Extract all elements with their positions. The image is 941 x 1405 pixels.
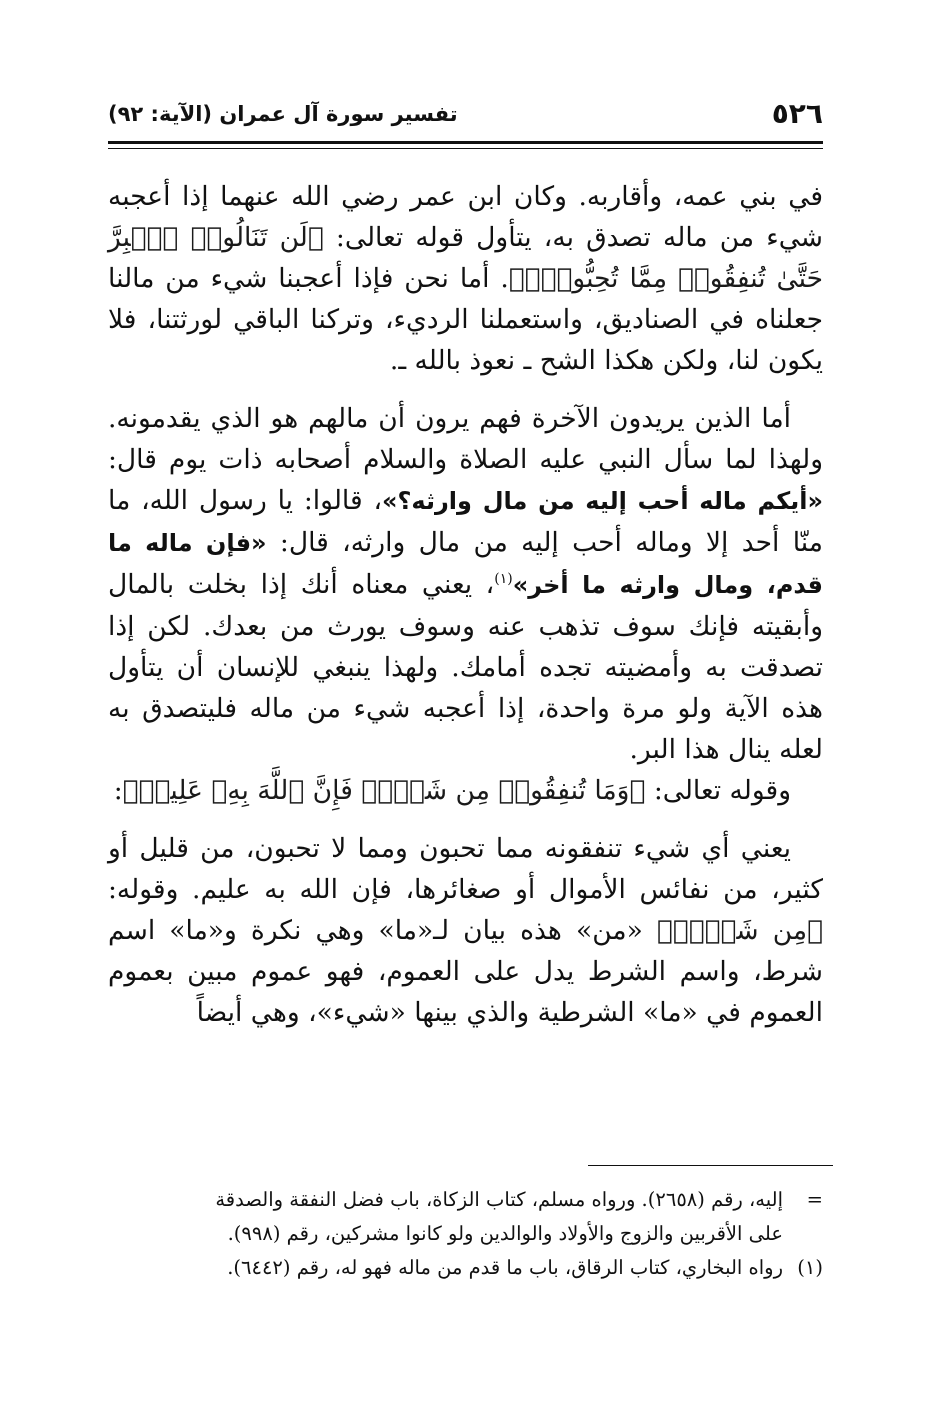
page-number: ٥٢٦ — [771, 97, 823, 130]
footnote-1: (١)رواه البخاري، كتاب الرقاق، باب ما قدم من ماله فهو له، رقم (٦٤٤٢). — [108, 1251, 823, 1285]
footnote-separator — [588, 1165, 833, 1166]
running-title: تفسير سورة آل عمران (الآية: ٩٢) — [108, 102, 458, 126]
paragraph-4: يعني أي شيء تنفقونه مما تحبون ومما لا تحبون، من قليل أو كثير، من نفائس الأموال أو صغائرها، فإن الله به عليم. وقوله: ﴿مِن شَیۡءࣲ﴾ «من» هذه بيان لـ«ما» وهي نكرة و«ما» اسم شرط، واسم الشرط يدل على العموم، فهو عموم مبين بعموم العموم في «ما» الشرطية والذي بينها «شيء»، وهي أيضاً — [108, 833, 823, 1028]
paragraph-1: في بني عمه، وأقاربه. وكان ابن عمر رضي الله عنهما إذا أعجبه شيء من ماله تصدق به، يتأول قوله تعالى: ﴿لَن تَنَالُوا۟ ٱلۡبِرَّ حَتَّىٰ تُنفِقُوا۟ مِمَّا تُحِبُّونَۚ﴾. أما نحن فإذا أعجبنا شيء من مالنا جعلناه في الصناديق، واستعملنا الرديء، وتركنا الباقي لورثتنا، فلا يكون لنا، ولكن هكذا الشح ـ نعوذ بالله ـ. — [108, 181, 824, 376]
paragraph-3: وقوله تعالى: ﴿وَمَا تُنفِقُوا۟ مِن شَیۡءࣲ فَإِنَّ ٱللَّهَ بِهِۦ عَلِیمࣱ﴾: — [113, 775, 791, 806]
header-rule-thin — [108, 148, 823, 149]
quran-verse: ﴿وَمَا تُنفِقُوا۟ مِن شَیۡءࣲ فَإِنَّ ٱللَّهَ بِهِۦ عَلِیمࣱ﴾ — [122, 775, 646, 806]
hadith-quote: «أيكم ماله أحب إليه من مال وارثه؟» — [382, 487, 823, 515]
footnote-reference[interactable]: (١) — [494, 571, 513, 588]
continuation-marker: = — [806, 1188, 823, 1211]
quran-verse: ﴿مِن شَیۡءࣲ﴾ — [656, 915, 823, 946]
footnote-number: (١) — [797, 1256, 823, 1279]
main-text — [108, 176, 823, 1033]
hadith-quote: «فإن ماله ما قدم، ومال وارثه ما أخر» — [108, 529, 823, 599]
footnote-continuation: =إليه، رقم (٢٦٥٨). ورواه مسلم، كتاب الزكاة، باب فضل النفقة والصدقة — [108, 1183, 823, 1217]
footnote-continuation-line: على الأقربين والزوج والأولاد والوالدين ولو كانوا مشركين، رقم (٩٩٨). — [227, 1222, 783, 1245]
header-rule-thick — [108, 141, 823, 144]
paragraph-2: أما الذين يريدون الآخرة فهم يرون أن مالهم هو الذي يقدمونه. ولهذا لما سأل النبي عليه الصلاة والسلام أصحابه ذات يوم قال: «أيكم ماله أحب إليه من مال وارثه؟»، قالوا: يا رسول الله، ما منّا أحد إلا وماله أحب إليه من مال وارثه، قال: «فإن ماله ما قدم، ومال وارثه ما أخر»$^{(١)}$، يعني معناه أنك إذا بخلت بالمال وأبقيته فإنك سوف تذهب عنه وسوف يورث من بعدك. لكن إذا تصدقت به وأمضيته تجده أمامك. ولهذا ينبغي للإنسان أن يتأول هذه الآية ولو مرة واحدة، إذا أعجبه شيء من ماله فليتصدق به لعله ينال هذا البر. — [108, 403, 823, 765]
quran-verse: ﴿لَن تَنَالُوا۟ ٱلۡبِرَّ حَتَّىٰ تُنفِقُوا۟ مِمَّا تُحِبُّونَۚ﴾ — [108, 222, 823, 294]
footnotes — [108, 1183, 823, 1285]
page-header — [108, 94, 823, 138]
